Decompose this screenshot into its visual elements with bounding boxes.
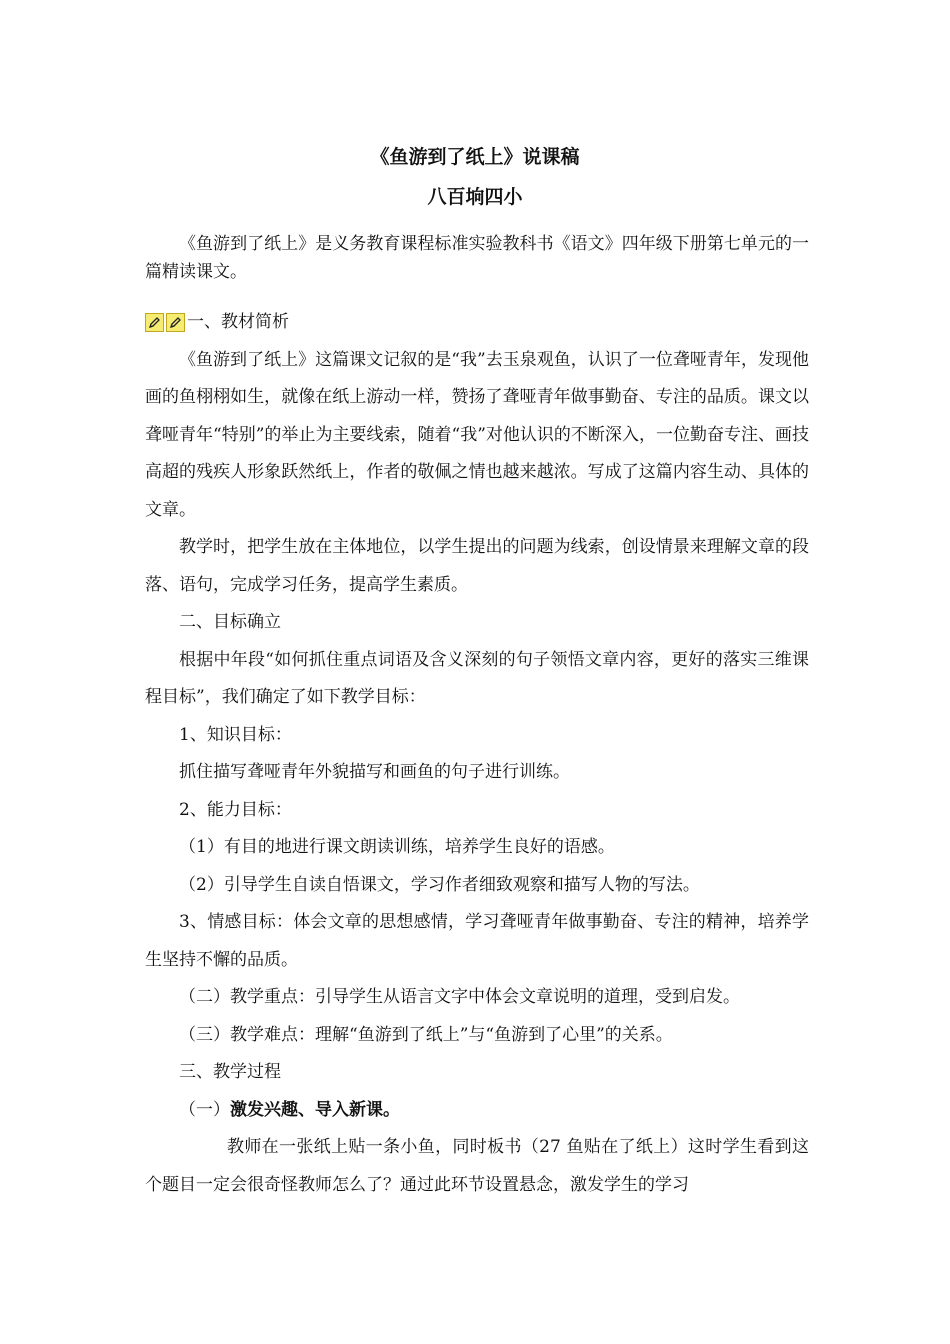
document-school: 八百垧四小 (427, 186, 523, 208)
section1-heading-row (145, 304, 809, 342)
pen-icon (145, 313, 164, 332)
section3-sub1-prefix: （一） (179, 1099, 230, 1120)
goal2-item-2: （2）引导学生自读自悟课文，学习作者细致观察和描写人物的写法。 (179, 874, 700, 895)
section3-subheading-1 (145, 1092, 809, 1130)
goal1-label: 1、知识目标： (179, 724, 292, 745)
section1-heading: 一、教材简析 (187, 312, 289, 332)
goal3-text: 3、情感目标：体会文章的思想感情，学习聋哑青年做事勤奋、专注的精神，培养学生坚持不懈的品质。 (145, 912, 809, 970)
section1-paragraph-1: 《鱼游到了纸上》这篇课文记叙的是“我”去玉泉观鱼，认识了一位聋哑青年，发现他画的鱼栩栩如生，就像在纸上游动一样，赞扬了聋哑青年做事勤奋、专注的品质。课文以聋哑青年“特别”的举止为主要线索，随着“我”对他认识的不断深入，一位勤奋专注、画技高超的残疾人形象跃然纸上，作者的敬佩之情也越来越浓。写成了这篇内容生动、具体的文章。 (145, 349, 809, 520)
document-title: 《鱼游到了纸上》说课稿 (370, 146, 580, 168)
goal2-item-1: （1）有目的地进行课文朗读训练，培养学生良好的语感。 (179, 837, 615, 857)
section2-heading: 二、目标确立 (179, 612, 281, 632)
section2-paragraph-1: 根据中年段“如何抓住重点词语及含义深刻的句子领悟文章内容，更好的落实三维课程目标”，我们确定了如下教学目标： (145, 649, 809, 707)
goal1-text: 抓住描写聋哑青年外貌描写和画鱼的句子进行训练。 (179, 762, 570, 782)
intro-paragraph: 《鱼游到了纸上》是义务教育课程标准实验教科书《语文》四年级下册第七单元的一篇精读课文。 (145, 234, 809, 282)
section3-paragraph-1: 教师在一张纸上贴一条小鱼，同时板书（27 鱼贴在了纸上）这时学生看到这个题目一定会很奇怪教师怎么了？通过此环节设置悬念，激发学生的学习 (145, 1137, 809, 1195)
key-point: （二）教学重点：引导学生从语言文字中体会文章说明的道理，受到启发。 (179, 987, 740, 1007)
section3-sub1-title: 激发兴趣、导入新课。 (230, 1099, 400, 1120)
section1-paragraph-2: 教学时，把学生放在主体地位，以学生提出的问题为线索，创设情景来理解文章的段落、语句，完成学习任务，提高学生素质。 (145, 537, 809, 595)
section3-heading: 三、教学过程 (179, 1062, 281, 1082)
difficult-point: （三）教学难点：理解“鱼游到了纸上”与“鱼游到了心里”的关系。 (179, 1024, 673, 1045)
pen-icon (166, 313, 185, 332)
goal2-label: 2、能力目标： (179, 799, 292, 820)
document-body (145, 230, 809, 1204)
